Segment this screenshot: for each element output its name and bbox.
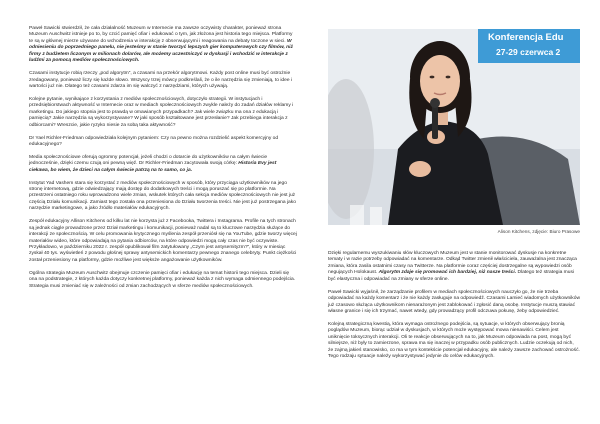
paragraph: Kolejne pytanie, wynikające z korzystania z mediów społecznościowych, dotyczyło strategii. W instytucjach i przedsiębiorstwach aktywność w Internecie oraz w mediach społecznościowych zwykle należy do zadań działów reklamy i marketingu. Do jakiego stopnia jest to prawdą w omawianych przypadkach? Jak wiele związku ma ona z edukacją i pamięcią? Jakie narzędzia są wykorzystywane? W jaki sposób kształtowane jest przesłanie? Jak przebiega interakcja z odbiorcami? Wreszcie, jakie ryzyko niesie za sobą taka aktywność? [29,96,294,128]
paragraph: Instytut Yad Vashem stara się korzystać z mediów społecznościowych w sposób, który przyciąga użytkowników na jego stronę internetową, gdzie odwiedzający mają dostęp do dodatkowych treści i mogą poruszać się po platformie. Na przestrzeni ostatniego roku wprowadzono wiele zmian, wskutek których cała sekcja mediów społecznościowych nie jest już częścią Działu komunikacji. Zamiast tego została ona przeniesiona do Działu tworzenia treści. Nie jest już postrzegana jako narzędzie marketingowe, a jako źródło materiałów edukacyjnych. [29,180,296,212]
left-text-column [29,26,297,297]
emphasis-quote: W odniesieniu do poprzedniego panelu, nie jesteśmy w stanie tworzyć lepszych gier komputerowych czy filmów, niż firmy z budżetem liczonym w milionach dolarów, ale możemy uczestniczyć w dyskusji i wchodzić w interakcje z ludźmi za pomocą mediów społecznościowych. [29,38,293,64]
paragraph: Paweł Sawicki stwierdził, że cała działalność Muzeum w Internecie ma zawsze oczywisty charakter, ponieważ strona Muzeum Auschwitz istnieje po to, by czcić pamięć ofiar i edukować o tym, jak złożona jest historia tego miejsca. Platformy te są w głównej mierze używane do wchodzenia w interakcję z obserwującymi i reagowania na debaty toczone w sieci. W odniesieniu do poprzedniego panelu, nie jesteśmy w stanie tworzyć lepszych gier komputerowych czy filmów, niż firmy z budżetem liczonym w milionach dolarów, ale możemy uczestniczyć w dyskusji i wchodzić w interakcje z ludźmi za pomocą mediów społecznościowych. [29,26,293,64]
conference-banner [478,29,580,63]
emphasis-quote: Historia Evy jest ciekawa, bo wiem, że dzieci na całym świecie patrzą na to samo, co ja. [29,161,277,173]
paragraph: Czasami instytucje robią rzeczy „pod algorytm”, a czasami na przekór algorytmowi. Każdy post online musi być ostrożnie zredagowany, ponieważ liczy się każde słowo. Wszyscy trzej mówcy podkreślali, że o ile narzędzia się zmieniają, to idee i wartości już nie. Dlatego też czasami zdarza im się walczyć z narzędziami, których używają. [29,71,293,90]
paragraph: Media społecznościowe oferują ogromny potencjał, jeżeli chodzi o dotarcie do użytkowników na całym świecie jednocześnie, dzięki czemu czują oni pewną więź. Dr Richler-Friedman zacytowała swoją córkę: Historia Evy jest ciekawa, bo wiem, że dzieci na całym świecie patrzą na to samo, co ja. [29,154,277,173]
emphasis-quote: Algorytm zdaje się promować ich bardziej, niż nasze treści. [378,270,517,276]
paragraph: Dr Yael Richler-Friedman odpowiedziała kolejnym pytaniem: Czy na pewno można rozdzielić aspekt komercyjny od edukacyjnego? [29,135,279,147]
banner-title: Konferencja Edu [488,32,564,43]
paragraph: Zespół edukacyjny Allison Kitchens od kilku lat nie korzysta już z Facebooka, Twittera i Instagrama. Profile na tych stronach są jednak ciągle prowadzone przez Dział marketingu i komunikacji, ponieważ nadal są to kluczowe narzędzia służące do interakcji ze społecznością. W celu promowania krytycznego myślenia zespół przeniósł się na YouTube, gdzie tworzy więcej materiałów wideo, które odpowiadają na pytania odbiorców, na które odpowiedzi mogą cały czas nie być oczywiste. Przykładowo, w październiku 2022 r. zespół opublikował film zatytułowany „Czym jest antysemityzm?”, który w miesiąc zyskał 40 tys. wyświetleń z powodu głośnej sprawy antysemickich komentarzy pewnego znanego celebryty. Punkt ciężkości został przeniesiony na platformy, gdzie możliwe jest więksże angażowanie użytkowników. [29,219,297,263]
paragraph: Ogólna strategia Muzeum Auschwitz obejmuje czczenie pamięci ofiar i edukację na temat historii tego miejsca. Dzieli się ona na podstrategie, z których każda dotyczy konkretnej platformy, ponieważ każda z nich wymaga odmiennego podejścia. Strategia musi zmieniać się w zależności od zmian zachodzących w sferze mediów społecznościowych. [29,270,296,289]
speaker-photo [328,29,580,225]
paragraph: Dzięki regularnemu wyszukiwaniu słów kluczowych Muzeum jest w stanie monitorować dyskusje na konkretne tematy i w razie potrzeby odpowiadać na komentarze. Odkąd Twitter zmienił właściciela, zauważalna jest znacząca zmiana, która zasila ostatnimi czasy na Twitterze. Na platformie coraz częściej dostrzegalne są wypowiedzi osób negujących Holokaust. Algorytm zdaje się promować ich bardziej, niż nasze treści. Dlatego też strategia musi być elastyczna i odpowiadać na zmiany w sferze online. [328,251,577,282]
banner-dates: 27-29 czerwca 2 [496,47,561,57]
photo-caption: Alison Kitchens, zdjęcie: Biuro Prasowe [497,229,580,234]
paragraph: Kolejną strategiczną kwestią, która wymaga ostrożnego podejścia, są sytuacje, w których obserwujący bronią poglądów Muzeum, biorąc udział w dyskusjach, w których może występować mowa nienawiści. Celem jest uniknięcie toksycznych interakcji. Oli te reakcje obserwujących na to, jak Muzeum odpowiada na post, mogą być silniejsze, niż były to zamierzone, sprawa ma się inaczej w przypadku osób publicznych. Ludzie oczekują od nich, że zajmą jakieś stanowisko, co ma w tym kontekście potencjał edukacyjny, ale należy zawsze zachować ostrożność. Tego rodzaju sytuacje należy wykorzystywać jedynie do celów edukacyjnych. [328,321,580,360]
right-text-column [328,251,580,367]
paragraph: Paweł Sawicki wyjaśnił, że zarządzanie profilem w mediach społecznościowych nauczyło go, że nie trzeba odpowiadać na każdy komentarz i że nie każdy zasługuje na odpowiedź. Czasami Lamieć wiadomych użytkowników już czasowo służąca użytkownikom nienarażonym jest zablokować i zgłosić daną osobę. Instytucje muszą stawiać własne granice i się ich trzymać, nawet wtedy, gdy prowadzący profil odczuwa pokusę, żeby odpowiedzieć. [328,289,580,315]
